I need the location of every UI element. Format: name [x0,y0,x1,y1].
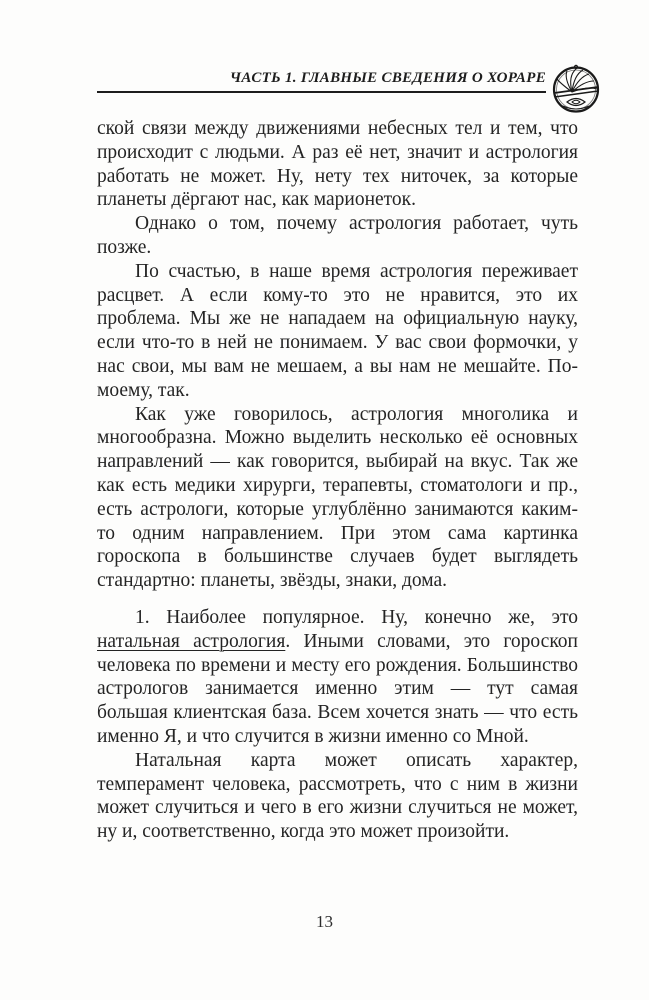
page-header [97,70,546,93]
paragraph-5-segment-after: . Иными словами, это гороскоп человека по времени и месту его рождения. Большинство астрологов занимается именно этим — тут самая большая клиентская база. Всем хочется знать — что есть именно Я, и что случится в жизни именно со Мной. [97,630,578,747]
paragraph-1: ской связи между движениями небесных тел и тем, что происходит с людьми. А раз её нет, значит и астрология работать не может. Ну, нету тех ниточек, за которые планеты дёргают нас, как марионеток. [97,118,578,211]
paragraph-5-segment-before: 1. Наиболее популярное. Ну, конечно же, это [135,606,578,628]
page-footer [0,912,649,932]
paragraph-4: Как уже говорилось, астрология многолика и многообразна. Можно выделить несколько её основных направлений — как говорится, выбирай на вкус. Так же как есть медики хирурги, терапевты, стоматологи и пр., есть астрологи, которые углублённо занимаются каким-то одним направлением. При этом сама картинка гороскопа в большинстве случаев будет выглядеть стандартно: планеты, звёзды, знаки, дома. [97,403,578,592]
paragraph-5-numbered [97,606,578,749]
paragraph-6: Натальная карта может описать характер, темперамент человека, рассмотреть, что с ним в жизни может случиться и чего в его жизни случиться не может, ну и, соответственно, когда это может произойти. [97,749,578,843]
chapter-header-title: ЧАСТЬ 1. ГЛАВНЫЕ СВЕДЕНИЯ О ХОРАРЕ [229,70,546,86]
celestial-sphere-ornament-icon [551,64,601,114]
body-text [97,117,578,844]
paragraph-3: По счастью, в наше время астрология переживает расцвет. А если кому-то это не нравится, это их проблема. Мы же не нападаем на официальную науку, если что-то в ней не понимаем. У вас свои формочки, у нас свои, мы вам не мешаем, а вы нам не мешайте. По-моему, так. [97,260,578,401]
page-number: 13 [316,912,333,931]
paragraph-2: Однако о том, почему астрология работает, чуть позже. [97,213,578,258]
underlined-term: натальная астрология [97,630,286,652]
